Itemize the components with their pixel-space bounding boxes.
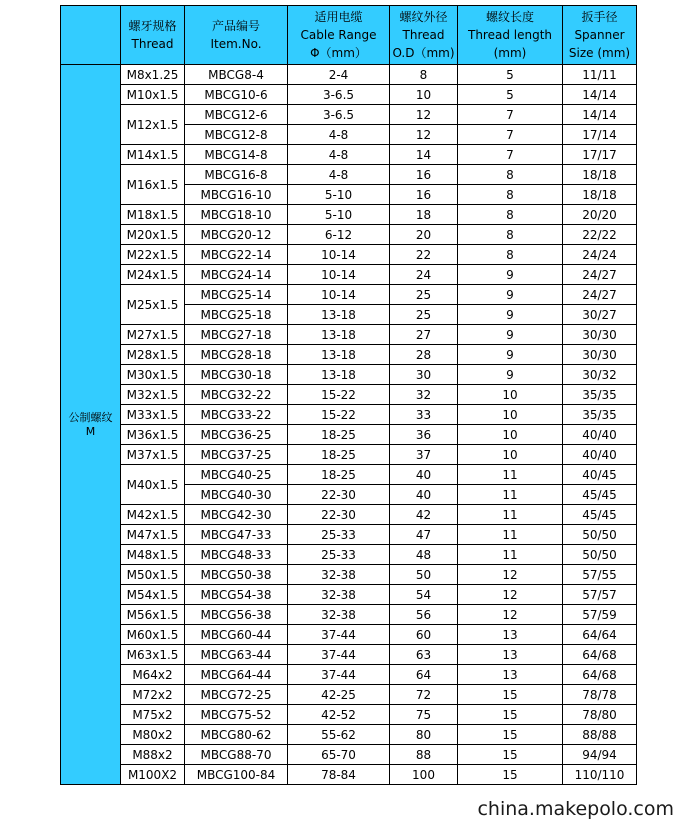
spanner-cell: 64/68 [563, 665, 637, 685]
item-cell: MBCG75-52 [185, 705, 288, 725]
thread-length-cell: 13 [458, 645, 563, 665]
thread-cell: M27x1.5 [121, 325, 185, 345]
spanner-cell: 18/18 [563, 185, 637, 205]
thread-cell: M16x1.5 [121, 165, 185, 205]
spanner-cell: 22/22 [563, 225, 637, 245]
table-row [61, 665, 637, 685]
header-item-en: Item.No. [210, 37, 262, 51]
spanner-cell: 14/14 [563, 85, 637, 105]
thread-cell: M37x1.5 [121, 445, 185, 465]
item-cell: MBCG48-33 [185, 545, 288, 565]
spanner-cell: 35/35 [563, 385, 637, 405]
cable-range-cell: 4-8 [288, 145, 390, 165]
table-row [61, 645, 637, 665]
item-cell: MBCG37-25 [185, 445, 288, 465]
thread-cell: M28x1.5 [121, 345, 185, 365]
item-cell: MBCG56-38 [185, 605, 288, 625]
category-code: M [85, 424, 96, 438]
header-cable-en: Cable Range [300, 28, 377, 42]
cable-range-cell: 10-14 [288, 245, 390, 265]
header-cable-unit: Φ（mm） [310, 46, 367, 60]
spanner-cell: 64/68 [563, 645, 637, 665]
item-cell: MBCG22-14 [185, 245, 288, 265]
spanner-cell: 57/59 [563, 605, 637, 625]
thread-length-cell: 7 [458, 145, 563, 165]
thread-length-cell: 9 [458, 265, 563, 285]
table-row [61, 765, 637, 785]
table-row [61, 405, 637, 425]
table-row [61, 105, 637, 125]
table-row [61, 345, 637, 365]
spanner-cell: 20/20 [563, 205, 637, 225]
header-thread-en: Thread [131, 37, 174, 51]
header-spanner-zh: 扳手径 [581, 10, 618, 24]
item-cell: MBCG54-38 [185, 585, 288, 605]
thread-cell: M18x1.5 [121, 205, 185, 225]
item-cell: MBCG30-18 [185, 365, 288, 385]
thread-od-cell: 27 [390, 325, 458, 345]
cable-range-cell: 10-14 [288, 285, 390, 305]
cable-range-cell: 3-6.5 [288, 105, 390, 125]
cable-range-cell: 5-10 [288, 205, 390, 225]
item-cell: MBCG40-25 [185, 465, 288, 485]
spanner-cell: 17/14 [563, 125, 637, 145]
thread-length-cell: 15 [458, 705, 563, 725]
thread-od-cell: 47 [390, 525, 458, 545]
thread-length-cell: 8 [458, 185, 563, 205]
thread-length-cell: 15 [458, 685, 563, 705]
thread-cell: M33x1.5 [121, 405, 185, 425]
cable-range-cell: 18-25 [288, 425, 390, 445]
spanner-cell: 88/88 [563, 725, 637, 745]
thread-cell: M20x1.5 [121, 225, 185, 245]
thread-od-cell: 75 [390, 705, 458, 725]
cable-range-cell: 13-18 [288, 345, 390, 365]
thread-cell: M8x1.25 [121, 65, 185, 85]
cable-range-cell: 22-30 [288, 485, 390, 505]
thread-od-cell: 20 [390, 225, 458, 245]
cable-range-cell: 4-8 [288, 165, 390, 185]
header-length-en: Thread length [467, 28, 553, 42]
thread-length-cell: 11 [458, 465, 563, 485]
thread-length-cell: 10 [458, 385, 563, 405]
cable-range-cell: 18-25 [288, 465, 390, 485]
spanner-cell: 17/17 [563, 145, 637, 165]
table-row [61, 425, 637, 445]
thread-length-cell: 11 [458, 525, 563, 545]
table-row [61, 365, 637, 385]
thread-od-cell: 22 [390, 245, 458, 265]
table-row [61, 245, 637, 265]
thread-od-cell: 8 [390, 65, 458, 85]
table-row [61, 205, 637, 225]
table-row [61, 605, 637, 625]
table-row [61, 565, 637, 585]
thread-cell: M47x1.5 [121, 525, 185, 545]
item-cell: MBCG72-25 [185, 685, 288, 705]
item-cell: MBCG18-10 [185, 205, 288, 225]
cable-range-cell: 25-33 [288, 525, 390, 545]
item-cell: MBCG25-14 [185, 285, 288, 305]
header-spanner [563, 6, 637, 65]
table-row [61, 585, 637, 605]
table-row [61, 285, 637, 305]
thread-cell: M50x1.5 [121, 565, 185, 585]
cable-range-cell: 42-25 [288, 685, 390, 705]
spanner-cell: 64/64 [563, 625, 637, 645]
cable-range-cell: 32-38 [288, 585, 390, 605]
header-od [390, 6, 458, 65]
cable-range-cell: 37-44 [288, 625, 390, 645]
spanner-cell: 50/50 [563, 545, 637, 565]
spanner-cell: 45/45 [563, 505, 637, 525]
item-cell: MBCG10-6 [185, 85, 288, 105]
thread-od-cell: 36 [390, 425, 458, 445]
thread-length-cell: 11 [458, 545, 563, 565]
thread-length-cell: 11 [458, 485, 563, 505]
cable-range-cell: 65-70 [288, 745, 390, 765]
thread-cell: M56x1.5 [121, 605, 185, 625]
header-length [458, 6, 563, 65]
thread-length-cell: 15 [458, 765, 563, 785]
spanner-cell: 78/80 [563, 705, 637, 725]
spanner-cell: 24/24 [563, 245, 637, 265]
spanner-cell: 40/40 [563, 425, 637, 445]
spanner-cell: 30/27 [563, 305, 637, 325]
table-row [61, 705, 637, 725]
thread-cell: M63x1.5 [121, 645, 185, 665]
header-od-en2: O.D（mm) [392, 46, 455, 60]
thread-od-cell: 24 [390, 265, 458, 285]
thread-length-cell: 9 [458, 365, 563, 385]
item-cell: MBCG14-8 [185, 145, 288, 165]
cable-range-cell: 3-6.5 [288, 85, 390, 105]
table-body [61, 65, 637, 785]
cable-range-cell: 42-52 [288, 705, 390, 725]
spanner-cell: 110/110 [563, 765, 637, 785]
thread-od-cell: 40 [390, 485, 458, 505]
thread-od-cell: 56 [390, 605, 458, 625]
item-cell: MBCG100-84 [185, 765, 288, 785]
header-corner [61, 6, 121, 65]
header-item [185, 6, 288, 65]
thread-length-cell: 8 [458, 245, 563, 265]
thread-cell: M10x1.5 [121, 85, 185, 105]
thread-cell: M24x1.5 [121, 265, 185, 285]
thread-cell: M54x1.5 [121, 585, 185, 605]
table-row [61, 165, 637, 185]
thread-cell: M32x1.5 [121, 385, 185, 405]
spanner-cell: 30/30 [563, 325, 637, 345]
thread-od-cell: 16 [390, 185, 458, 205]
table-row [61, 625, 637, 645]
table-row [61, 225, 637, 245]
item-cell: MBCG80-62 [185, 725, 288, 745]
cable-range-cell: 6-12 [288, 225, 390, 245]
spanner-cell: 78/78 [563, 685, 637, 705]
thread-od-cell: 40 [390, 465, 458, 485]
thread-od-cell: 80 [390, 725, 458, 745]
cable-range-cell: 32-38 [288, 565, 390, 585]
spanner-cell: 11/11 [563, 65, 637, 85]
thread-od-cell: 16 [390, 165, 458, 185]
table-row [61, 445, 637, 465]
thread-cell: M22x1.5 [121, 245, 185, 265]
header-length-zh: 螺纹长度 [485, 10, 534, 24]
thread-od-cell: 33 [390, 405, 458, 425]
item-cell: MBCG33-22 [185, 405, 288, 425]
spanner-cell: 30/30 [563, 345, 637, 365]
thread-length-cell: 5 [458, 65, 563, 85]
item-cell: MBCG27-18 [185, 325, 288, 345]
spanner-cell: 57/57 [563, 585, 637, 605]
thread-cell: M100X2 [121, 765, 185, 785]
thread-length-cell: 8 [458, 225, 563, 245]
cable-range-cell: 55-62 [288, 725, 390, 745]
cable-range-cell: 13-18 [288, 305, 390, 325]
table-row [61, 525, 637, 545]
thread-cell: M12x1.5 [121, 105, 185, 145]
thread-cell: M36x1.5 [121, 425, 185, 445]
item-cell: MBCG47-33 [185, 525, 288, 545]
thread-length-cell: 13 [458, 665, 563, 685]
item-cell: MBCG40-30 [185, 485, 288, 505]
cable-range-cell: 2-4 [288, 65, 390, 85]
thread-od-cell: 64 [390, 665, 458, 685]
cable-range-cell: 22-30 [288, 505, 390, 525]
table-row [61, 325, 637, 345]
thread-cell: M75x2 [121, 705, 185, 725]
table-row [61, 465, 637, 485]
header-spanner-en2: Size (mm) [568, 46, 631, 60]
thread-od-cell: 30 [390, 365, 458, 385]
spanner-cell: 24/27 [563, 285, 637, 305]
item-cell: MBCG24-14 [185, 265, 288, 285]
thread-length-cell: 5 [458, 85, 563, 105]
table-row [61, 265, 637, 285]
header-thread-zh: 螺牙规格 [128, 19, 177, 33]
cable-range-cell: 15-22 [288, 385, 390, 405]
thread-length-cell: 7 [458, 125, 563, 145]
thread-cell: M30x1.5 [121, 365, 185, 385]
item-cell: MBCG88-70 [185, 745, 288, 765]
thread-cell: M88x2 [121, 745, 185, 765]
table-row [61, 505, 637, 525]
spanner-cell: 50/50 [563, 525, 637, 545]
spanner-cell: 40/40 [563, 445, 637, 465]
thread-od-cell: 48 [390, 545, 458, 565]
cable-range-cell: 13-18 [288, 365, 390, 385]
spanner-cell: 24/27 [563, 265, 637, 285]
item-cell: MBCG8-4 [185, 65, 288, 85]
item-cell: MBCG63-44 [185, 645, 288, 665]
cable-range-cell: 37-44 [288, 645, 390, 665]
header-row [61, 6, 637, 65]
thread-od-cell: 63 [390, 645, 458, 665]
thread-od-cell: 60 [390, 625, 458, 645]
item-cell: MBCG16-10 [185, 185, 288, 205]
category-cell [61, 65, 121, 785]
spanner-cell: 30/32 [563, 365, 637, 385]
item-cell: MBCG25-18 [185, 305, 288, 325]
watermark: china.makepolo.com [477, 798, 674, 820]
cable-range-cell: 32-38 [288, 605, 390, 625]
item-cell: MBCG28-18 [185, 345, 288, 365]
thread-cell: M60x1.5 [121, 625, 185, 645]
thread-od-cell: 12 [390, 125, 458, 145]
thread-length-cell: 12 [458, 585, 563, 605]
cable-range-cell: 37-44 [288, 665, 390, 685]
thread-cell: M48x1.5 [121, 545, 185, 565]
thread-od-cell: 14 [390, 145, 458, 165]
thread-length-cell: 9 [458, 305, 563, 325]
cable-range-cell: 25-33 [288, 545, 390, 565]
header-od-zh: 螺纹外径 [399, 10, 448, 24]
thread-cell: M42x1.5 [121, 505, 185, 525]
table-row [61, 85, 637, 105]
header-item-zh: 产品编号 [211, 19, 260, 33]
thread-cell: M72x2 [121, 685, 185, 705]
thread-length-cell: 10 [458, 405, 563, 425]
table-row [61, 725, 637, 745]
item-cell: MBCG12-6 [185, 105, 288, 125]
thread-od-cell: 72 [390, 685, 458, 705]
spanner-cell: 94/94 [563, 745, 637, 765]
item-cell: MBCG20-12 [185, 225, 288, 245]
cable-range-cell: 5-10 [288, 185, 390, 205]
thread-length-cell: 15 [458, 745, 563, 765]
item-cell: MBCG36-25 [185, 425, 288, 445]
item-cell: MBCG50-38 [185, 565, 288, 585]
thread-length-cell: 12 [458, 565, 563, 585]
item-cell: MBCG12-8 [185, 125, 288, 145]
header-thread [121, 6, 185, 65]
thread-od-cell: 54 [390, 585, 458, 605]
thread-length-cell: 13 [458, 625, 563, 645]
category-label: 公制螺纹 [68, 410, 113, 424]
thread-od-cell: 25 [390, 285, 458, 305]
cable-range-cell: 4-8 [288, 125, 390, 145]
table-row [61, 545, 637, 565]
thread-length-cell: 8 [458, 165, 563, 185]
item-cell: MBCG16-8 [185, 165, 288, 185]
table-row [61, 65, 637, 85]
header-cable-zh: 适用电缆 [314, 10, 363, 24]
spanner-cell: 45/45 [563, 485, 637, 505]
table-row [61, 145, 637, 165]
spanner-cell: 57/55 [563, 565, 637, 585]
thread-od-cell: 12 [390, 105, 458, 125]
thread-od-cell: 10 [390, 85, 458, 105]
spanner-cell: 40/45 [563, 465, 637, 485]
thread-od-cell: 42 [390, 505, 458, 525]
thread-length-cell: 9 [458, 325, 563, 345]
table-row [61, 385, 637, 405]
thread-length-cell: 7 [458, 105, 563, 125]
thread-cell: M14x1.5 [121, 145, 185, 165]
item-cell: MBCG32-22 [185, 385, 288, 405]
thread-length-cell: 12 [458, 605, 563, 625]
cable-range-cell: 78-84 [288, 765, 390, 785]
header-spanner-en1: Spanner [574, 28, 625, 42]
cable-range-cell: 13-18 [288, 325, 390, 345]
thread-length-cell: 10 [458, 445, 563, 465]
table-row [61, 685, 637, 705]
thread-length-cell: 15 [458, 725, 563, 745]
thread-length-cell: 11 [458, 505, 563, 525]
spanner-cell: 35/35 [563, 405, 637, 425]
thread-cell: M25x1.5 [121, 285, 185, 325]
thread-length-cell: 10 [458, 425, 563, 445]
thread-cell: M80x2 [121, 725, 185, 745]
spanner-cell: 18/18 [563, 165, 637, 185]
thread-od-cell: 32 [390, 385, 458, 405]
header-od-en1: Thread [402, 28, 445, 42]
item-cell: MBCG60-44 [185, 625, 288, 645]
header-cable [288, 6, 390, 65]
header-length-unit: (mm) [493, 46, 527, 60]
cable-range-cell: 18-25 [288, 445, 390, 465]
thread-od-cell: 28 [390, 345, 458, 365]
thread-od-cell: 100 [390, 765, 458, 785]
thread-od-cell: 18 [390, 205, 458, 225]
cable-range-cell: 15-22 [288, 405, 390, 425]
item-cell: MBCG64-44 [185, 665, 288, 685]
thread-cell: M64x2 [121, 665, 185, 685]
thread-od-cell: 50 [390, 565, 458, 585]
cable-range-cell: 10-14 [288, 265, 390, 285]
thread-length-cell: 9 [458, 285, 563, 305]
table-row [61, 745, 637, 765]
spanner-cell: 14/14 [563, 105, 637, 125]
item-cell: MBCG42-30 [185, 505, 288, 525]
thread-length-cell: 8 [458, 205, 563, 225]
thread-cell: M40x1.5 [121, 465, 185, 505]
thread-od-cell: 37 [390, 445, 458, 465]
thread-od-cell: 25 [390, 305, 458, 325]
spec-table [60, 5, 637, 785]
thread-od-cell: 88 [390, 745, 458, 765]
thread-length-cell: 9 [458, 345, 563, 365]
